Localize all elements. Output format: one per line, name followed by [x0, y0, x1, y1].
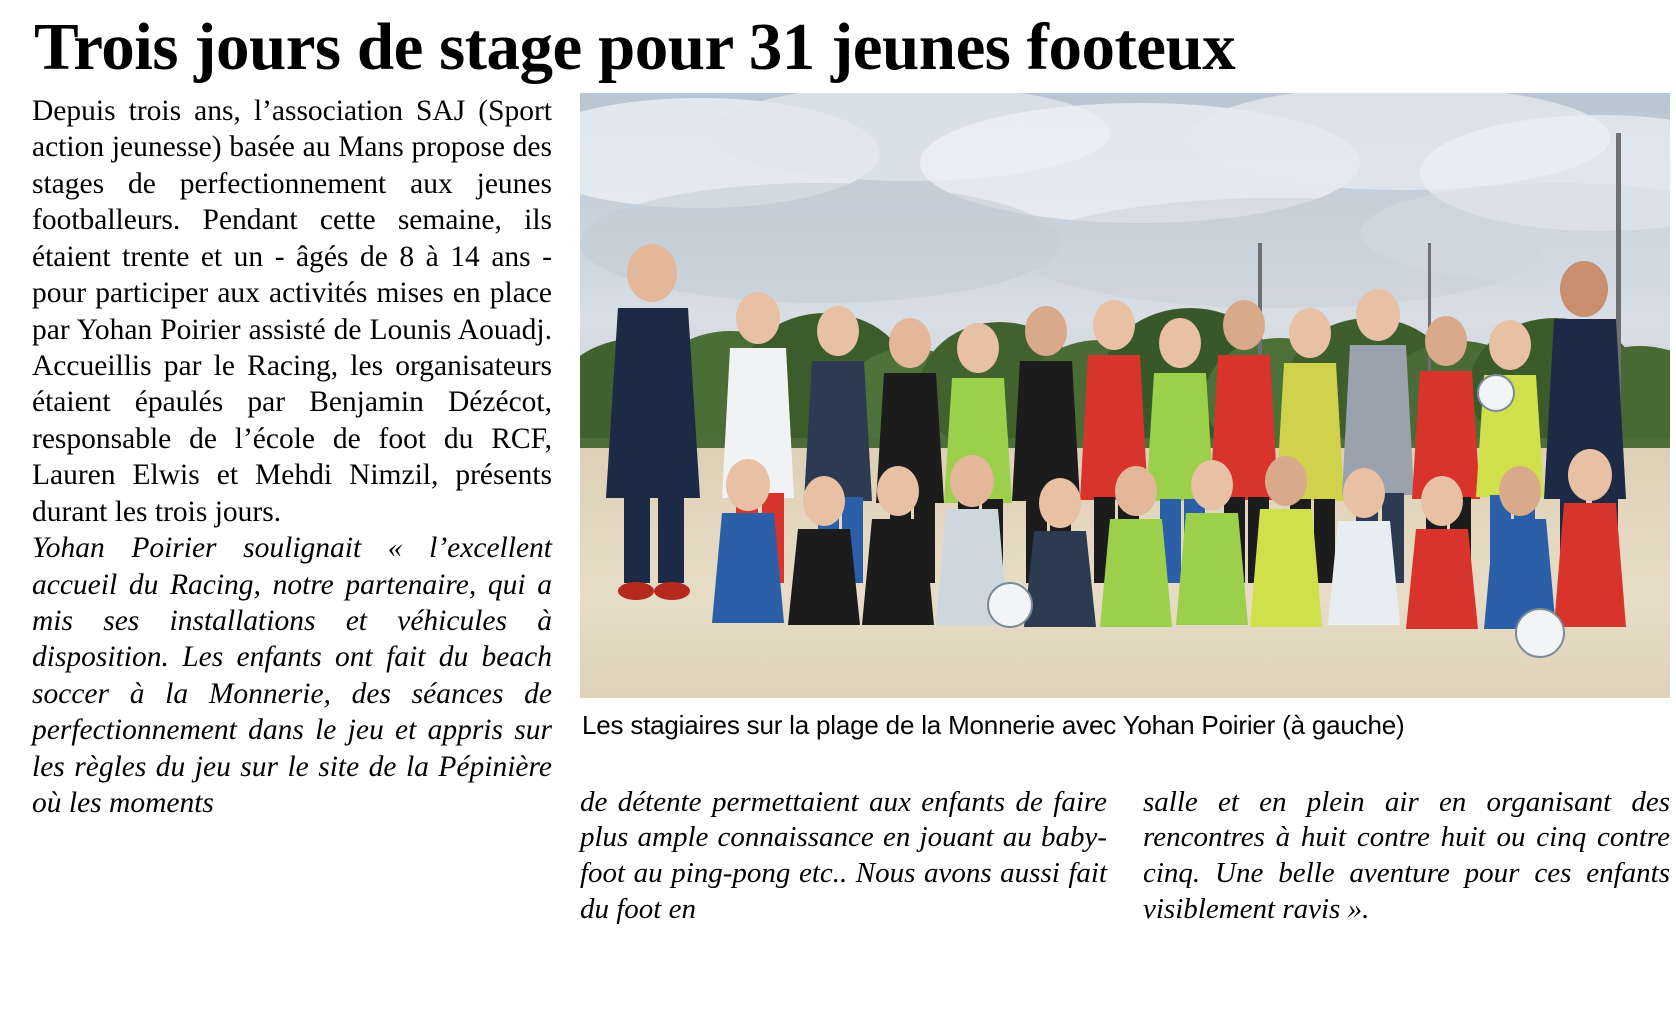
left-text-column — [28, 93, 552, 957]
lower-column-1: de détente permettaient aux enfants de faire plus ample connaissance en jouant au baby-foot au ping-pong etc.. Nous avons aussi fait du foot en — [580, 785, 1107, 926]
newspaper-article-page — [0, 12, 1676, 1034]
lower-column-2: salle et en plein air en organisant des rencontres à huit contre huit ou cinq contre cinq. Une belle aventure pour ces enfants visiblement ravis ». — [1143, 785, 1670, 926]
quote-paragraph: Yohan Poirier soulignait « l’excellent accueil du Racing, notre partenaire, qui a mis ses installations et véhicules à disposition. Les enfants ont fait du beach soccer à la Monnerie, des séances de perfectionnement dans le jeu et appris sur les règles du jeu sur le site de la Pépinière où les moments — [32, 532, 552, 820]
article-body — [28, 93, 1670, 957]
photo-caption: Les stagiaires sur la plage de la Monnerie avec Yohan Poirier (à gauche) — [582, 710, 1405, 741]
lead-paragraph: Depuis trois ans, l’association SAJ (Sport action jeunesse) basée au Mans propose des stages de perfectionnement aux jeunes footballeurs. Pendant cette semaine, ils étaient trente et un - âgés de 8 à 14 ans - pour participer aux activités mises en place par Yohan Poirier assisté de Lounis Aouadj. Accueillis par le Racing, les organisateurs étaient épaulés par Benjamin Dézécot, responsable de l’école de foot du RCF, Lauren Elwis et Mehdi Nimzil, présents durant les trois jours. — [32, 95, 552, 528]
lower-text-columns — [580, 756, 1670, 958]
group-photo-people — [580, 93, 1670, 698]
article-photo — [580, 93, 1670, 698]
right-column — [580, 93, 1670, 957]
page-title: Trois jours de stage pour 31 jeunes footeux — [34, 10, 1236, 84]
article-figure — [580, 93, 1670, 756]
